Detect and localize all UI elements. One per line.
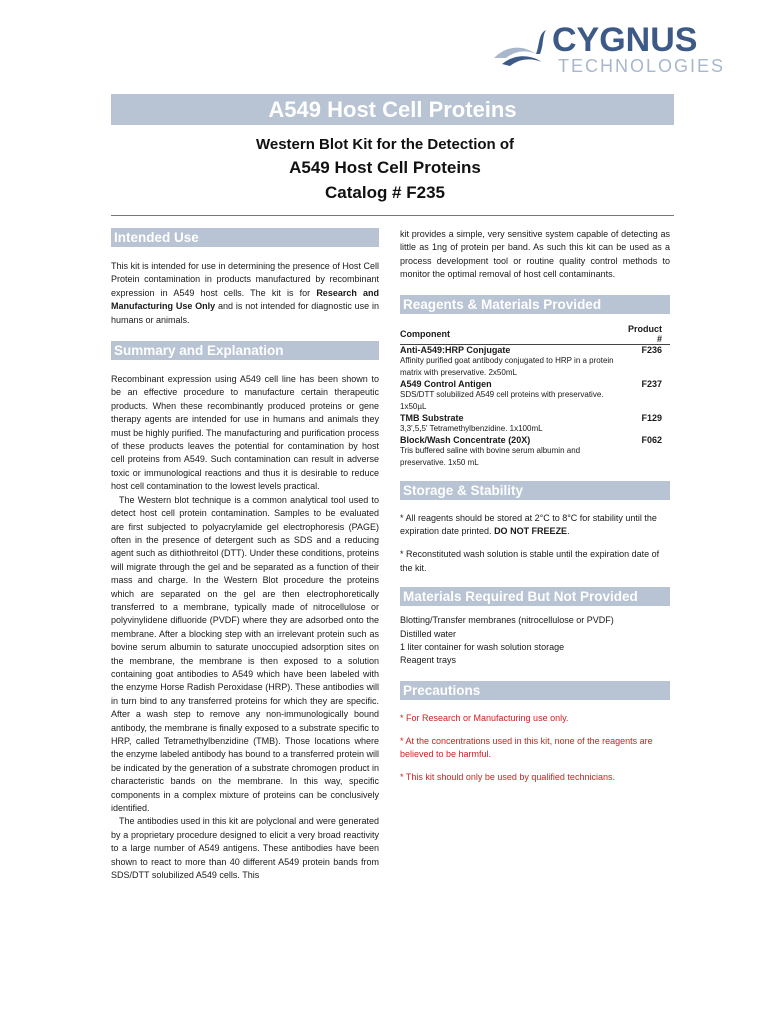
left-column: [111, 228, 379, 882]
intended-use-text-b: and is not intended for diagnostic use in humans or animals.: [111, 301, 380, 325]
component-description: Affinity purified goat antibody conjugated to HRP in a protein matrix with preservative. 2x50mL: [400, 355, 614, 377]
reagents-header-row: [400, 324, 670, 345]
component-name: A549 Control Antigen: [400, 378, 492, 389]
precaution-item: * At the concentrations used in this kit, none of the reagents are believed to be harmful.: [400, 735, 653, 759]
summary-paragraph-2: The Western blot technique is a common analytical tool used to detect host cell protein contamination. Samples to be evaluated are first subjected to polyacrylamide gel electrophoresis (PAGE) often in the presence of detergent such as SDS and a reducing agent such as dithiothreitol (DTT). Under these conditions, proteins will migrate through the gel and be separated as a function of their mass and charge. In the Western Blot procedure the proteins which are separated on the gel are then electrophoretically transferred to a membrane, typically made of nitrocellulose or polyvinylidene difluoride (PVDF) where they are adsorbed onto the membrane. After a blocking step with an irrelevant protein such as bovine serum albumin to saturate unoccupied adsorption sites on the membrane, the membrane is then exposed to a solution containing goat antibodies to A549 which have been labeled with the enzyme Horse Radish Peroxidase (HRP). These antibodies will in turn bind to any transferred proteins for which they are specific. After a wash step to remove any non-immunologically bound antibody, the membrane is finally exposed to a substrate specific to HRP, called Tetramethylbenzidine (TMB). Those locations where the enzyme labeled antibody has bound to a transferred protein will be indicated by the generation of a substrate chromogen product in characteristic bands on the membrane. In this way, specific components in a complex mixture of proteins can be conclusively identified.: [111, 494, 379, 814]
table-row: [400, 413, 670, 423]
summary-heading: Summary and Explanation: [111, 341, 379, 360]
list-item: Distilled water: [400, 628, 457, 639]
list-item: 1 liter container for wash solution storage: [400, 642, 565, 653]
table-row: [400, 389, 670, 413]
storage-heading: Storage & Stability: [400, 481, 670, 500]
product-number: F062: [641, 434, 662, 445]
precaution-item: * For Research or Manufacturing use only.: [400, 712, 569, 723]
component-name: TMB Substrate: [400, 412, 464, 423]
summary-paragraph-3: The antibodies used in this kit are polyclonal and were generated by a proprietary procedure designed to elicit a very broad reactivity to a large number of A549 antigens. These antibodies have been shown to react to more than 40 different A549 protein bands from SDS/DTT solubilized A549 cells. This: [111, 816, 379, 881]
intended-use-bold: Research and Manufacturing Use Only: [111, 287, 379, 312]
materials-list: [400, 614, 670, 668]
catalog-number: Catalog # F235: [325, 183, 445, 202]
table-row: [400, 355, 670, 379]
swan-icon: [492, 24, 554, 74]
subtitle-line-1: Western Blot Kit for the Detection of: [255, 136, 515, 153]
intended-use-text-a: This kit is intended for use in determining the presence of Host Cell Protein contamination in products manufactured by recombinant expression in A549 host cells. The kit is for: [111, 261, 379, 298]
component-name: Block/Wash Concentrate (20X): [400, 434, 531, 445]
intended-use-text: [111, 260, 379, 327]
reagents-table: [400, 324, 670, 469]
table-row: [400, 344, 670, 355]
reagents-heading: Reagents & Materials Provided: [400, 295, 670, 314]
intended-use-heading: Intended Use: [111, 228, 379, 247]
table-row: [400, 445, 670, 469]
product-number: F237: [641, 378, 662, 389]
company-logo: [492, 21, 726, 78]
component-description: 3,3',5,5' Tetramethylbenzidine. 1x100mL: [400, 423, 543, 433]
subtitle-line-2: A549 Host Cell Proteins: [289, 158, 481, 177]
list-item: Blotting/Transfer membranes (nitrocellulose or PVDF): [400, 615, 614, 626]
logo-name: CYGNUS: [552, 21, 698, 59]
product-column-header: Product #: [624, 324, 670, 345]
summary-continuation: kit provides a simple, very sensitive system capable of detecting as little as 1ng of protein per band. As such this kit can be used as a process development tool or routine quality control methods to monitor the optimal removal of host cell contaminants.: [400, 229, 670, 280]
component-description: Tris buffered saline with bovine serum albumin and preservative. 1x50 mL: [400, 445, 581, 467]
component-description: SDS/DTT solubilized A549 cell proteins with preservative. 1x50µL: [400, 389, 604, 411]
table-row: [400, 379, 670, 389]
component-name: Anti-A549:HRP Conjugate: [400, 344, 511, 355]
table-row: [400, 423, 670, 435]
precaution-item: * This kit should only be used by qualified technicians.: [400, 771, 615, 782]
storage-text-1: [400, 512, 670, 539]
storage-text-2: * Reconstituted wash solution is stable until the expiration date of the kit.: [400, 549, 660, 573]
summary-paragraph-1: Recombinant expression using A549 cell line has been shown to be an effective procedure to manufacture certain therapeutic products. When these recombinantly produced proteins or gene therapy agents are intended for use in humans and animals they must be highly purified. The manufacturing and purification process of these products leaves the potential for contamination by host cell proteins from A549. Such contamination can result in adverse toxic or immunological reactions and thus it is desirable to reduce host cell contamination to the lowest levels practical.: [111, 374, 379, 492]
title-banner: A549 Host Cell Proteins: [111, 94, 674, 125]
precautions-heading: Precautions: [400, 681, 670, 700]
do-not-freeze: DO NOT FREEZE: [494, 526, 568, 537]
materials-heading: Materials Required But Not Provided: [400, 587, 670, 606]
table-row: [400, 435, 670, 445]
storage-text-1-a: * All reagents should be stored at 2°C to 8°C for stability until the expiration date printed.: [400, 512, 657, 537]
divider: [111, 215, 674, 216]
logo-subtitle: TECHNOLOGIES: [558, 56, 726, 76]
product-number: F129: [641, 412, 662, 423]
storage-text-1-b: .: [567, 526, 570, 537]
product-number: F236: [641, 344, 662, 355]
component-column-header: Component: [400, 324, 624, 345]
list-item: Reagent trays: [400, 655, 457, 666]
right-column: [400, 228, 670, 784]
